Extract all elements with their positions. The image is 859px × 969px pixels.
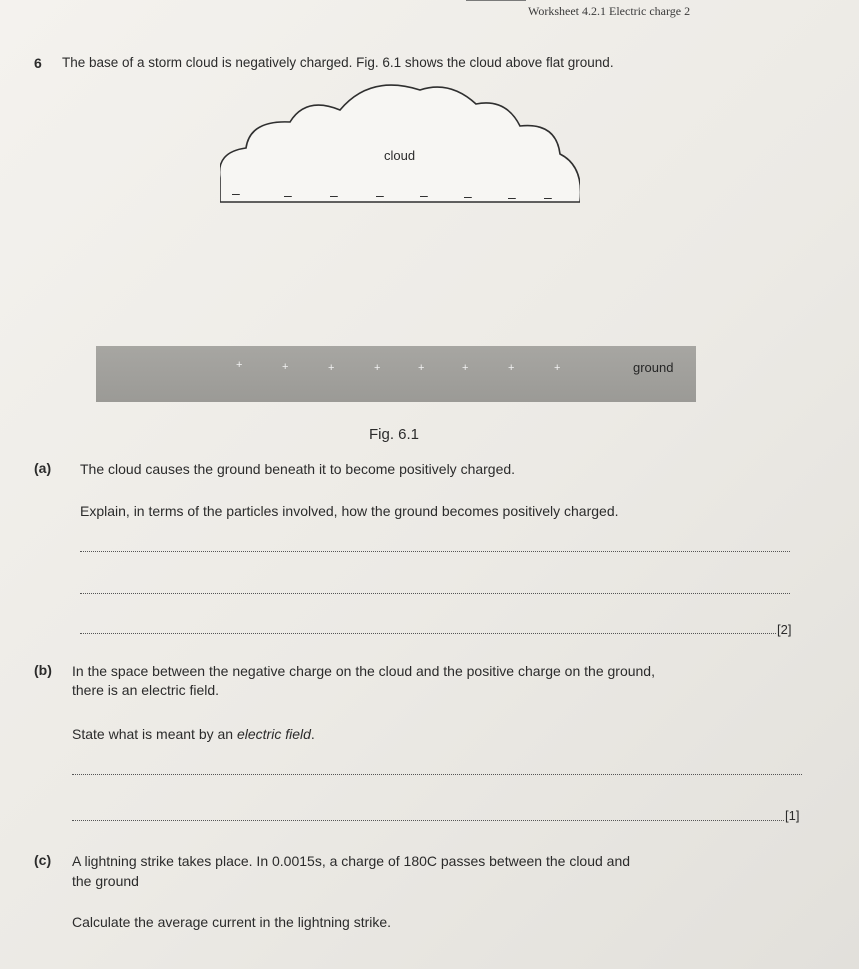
- ground-charge: +: [282, 361, 289, 373]
- cloud-charge: –: [284, 187, 292, 203]
- question-intro: The base of a storm cloud is negatively charged. Fig. 6.1 shows the cloud above flat ground.: [62, 55, 614, 70]
- ground-label: ground: [633, 360, 674, 375]
- part-b-prompt-start: State what is meant by an: [72, 726, 237, 742]
- part-a-label: (a): [34, 460, 52, 476]
- ground-charge: +: [374, 362, 381, 374]
- worksheet-label: Worksheet 4.2.1 Electric charge 2: [528, 4, 691, 18]
- part-b-label: (b): [34, 662, 52, 678]
- cloud-charge: –: [464, 188, 472, 204]
- ground-charge: +: [328, 362, 335, 374]
- question-number: 6: [34, 55, 42, 71]
- part-b-statement-line2: there is an electric field.: [72, 682, 220, 698]
- answer-line[interactable]: [80, 551, 790, 552]
- part-b-prompt: [72, 725, 315, 744]
- ground-charge: +: [462, 362, 469, 374]
- answer-line[interactable]: [80, 593, 790, 594]
- marks-label: [2]: [777, 622, 792, 637]
- cloud-charge: –: [544, 189, 552, 205]
- ground-block: [96, 346, 696, 402]
- ground-charge: +: [508, 362, 515, 374]
- cloud-label: cloud: [384, 148, 416, 163]
- part-a-statement: The cloud causes the ground beneath it to become positively charged.: [80, 461, 516, 477]
- answer-line[interactable]: [72, 774, 802, 775]
- cloud-charge: –: [508, 189, 516, 205]
- ground-charge: +: [418, 362, 425, 374]
- cloud-charge: –: [376, 187, 384, 203]
- cloud-charge: –: [232, 185, 240, 201]
- part-b-prompt-end: .: [310, 726, 315, 742]
- marks-label: [1]: [785, 808, 800, 823]
- answer-line[interactable]: [72, 820, 784, 821]
- part-b-statement-line1: In the space between the negative charge on the cloud and the positive charge on the ground,: [72, 663, 655, 679]
- part-b-prompt-term: electric field: [236, 726, 311, 742]
- ground-illustration: [96, 346, 696, 402]
- answer-line[interactable]: [80, 633, 776, 634]
- part-a-prompt: Explain, in terms of the particles involved, how the ground becomes positively charged.: [80, 503, 619, 519]
- ground-charge: +: [554, 362, 561, 374]
- part-c-statement-line1: A lightning strike takes place. In 0.0015s, a charge of 180C passes between the cloud and: [72, 853, 631, 869]
- cloud-outline: [220, 85, 580, 202]
- figure-caption: Fig. 6.1: [369, 426, 420, 443]
- part-c-prompt: Calculate the average current in the lightning strike.: [72, 914, 392, 930]
- cloud-charge: –: [420, 187, 428, 203]
- ground-charge: +: [236, 359, 243, 371]
- header-rule: [466, 0, 526, 1]
- part-c-statement-line2: the ground: [72, 873, 139, 889]
- part-c-label: (c): [34, 852, 52, 868]
- cloud-charge: –: [330, 187, 338, 203]
